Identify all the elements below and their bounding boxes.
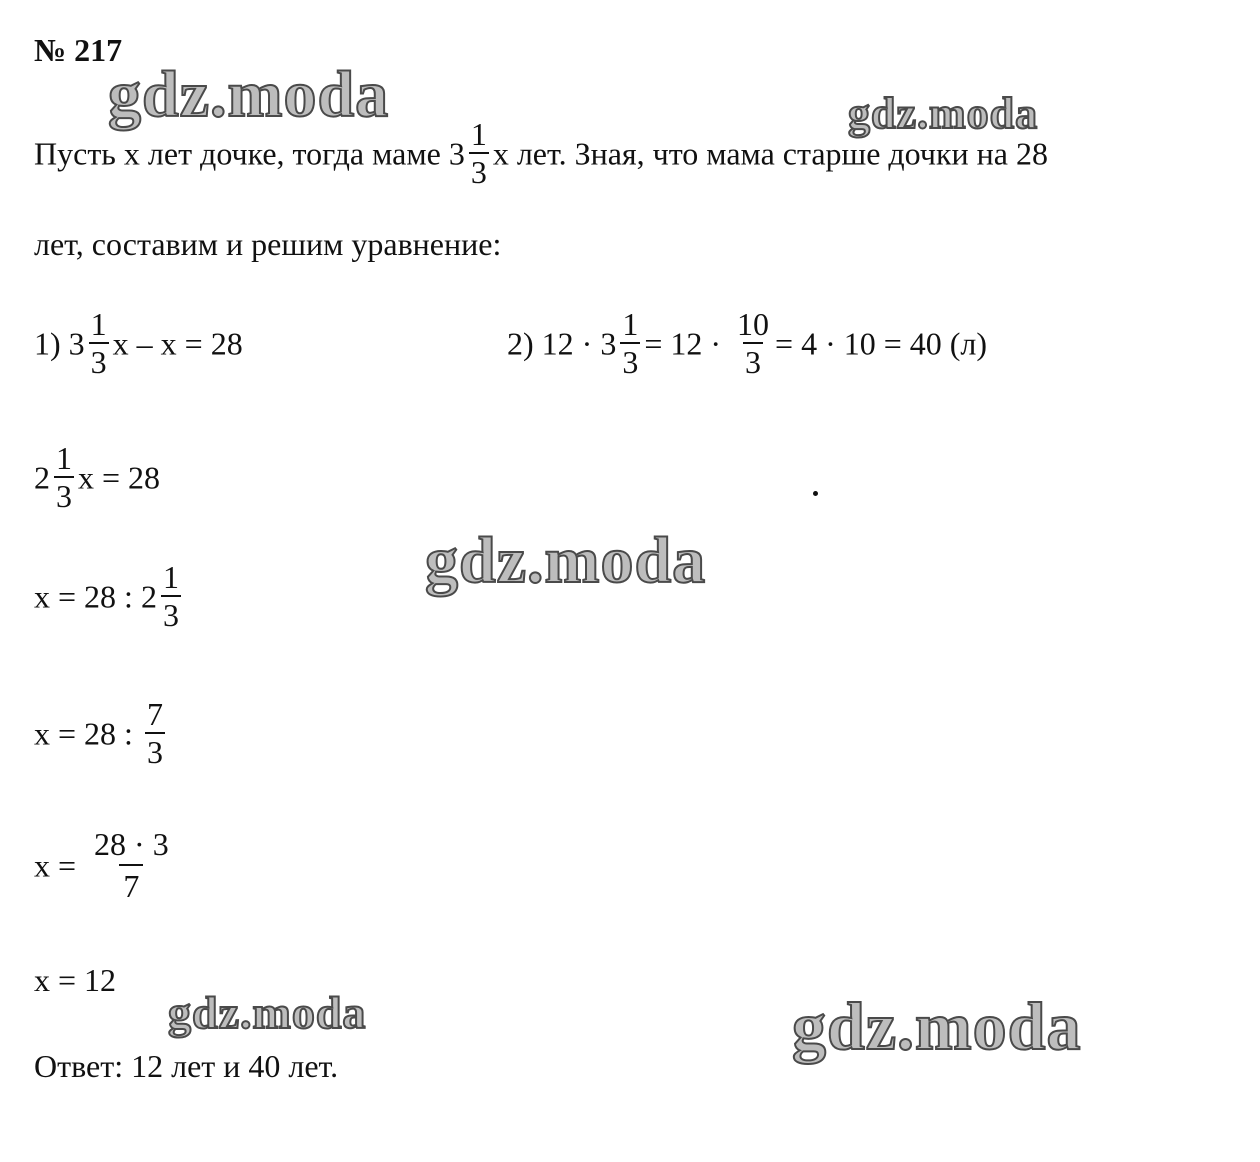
intro-line-2: лет, составим и решим уравнение: [34,226,502,262]
denominator: 3 [146,734,163,770]
equation-line [34,440,161,516]
equation-text: 2) 12 · 3 [507,325,617,362]
denominator: 3 [90,344,107,380]
numerator: 1 [162,559,179,595]
numerator: 1 [622,306,639,342]
numerator: 7 [146,696,163,732]
equation-line: х = 12 [34,962,117,998]
denominator: 3 [745,344,762,380]
numerator: 1 [470,116,487,152]
fraction [54,442,74,512]
intro-line-1 [34,116,1048,192]
fraction [469,118,489,188]
watermark: gdz.moda [425,524,707,597]
fraction [161,561,181,631]
watermark: gdz.moda [792,988,1082,1064]
denominator: 3 [162,597,179,633]
intro-text: х лет. Зная, что мама старше дочки на 28 [492,135,1048,172]
fraction [90,828,173,902]
fraction [620,308,640,378]
watermark: gdz.moda [108,58,390,131]
numerator: 1 [90,306,107,342]
denominator: 3 [56,478,72,514]
equation-text: х = 28 [78,459,161,496]
numerator: 10 [737,306,770,342]
equation-text: х = [34,847,77,884]
fraction [735,308,771,378]
denominator: 3 [470,154,487,190]
watermark: gdz.moda [848,89,1039,138]
fraction [89,308,109,378]
equation-text: х – х = 28 [112,325,243,362]
numerator: 28 · 3 [94,826,169,862]
equation-line [34,696,169,772]
equation-step-1 [34,306,243,382]
denominator: 7 [119,864,143,902]
equation-text: х = 28 : [34,715,133,752]
equation-text: = 12 · [644,325,722,362]
equation-text: х = 28 : 2 [34,578,157,615]
watermark: gdz.moda [168,987,367,1038]
numerator: 1 [56,440,72,476]
equation-step-2 [507,306,988,382]
intro-text: Пусть х лет дочке, тогда маме 3 [34,135,465,172]
equation-text: 1) 3 [34,325,85,362]
stray-dot [813,491,818,496]
equation-text: 2 [34,459,50,496]
denominator: 3 [622,344,639,380]
answer: Ответ: 12 лет и 40 лет. [34,1048,339,1084]
fraction [145,698,165,768]
equation-text: = 4 · 10 = 40 (л) [775,325,988,362]
problem-number: № 217 [34,32,123,68]
equation-line [34,559,185,635]
equation-line [34,826,177,906]
